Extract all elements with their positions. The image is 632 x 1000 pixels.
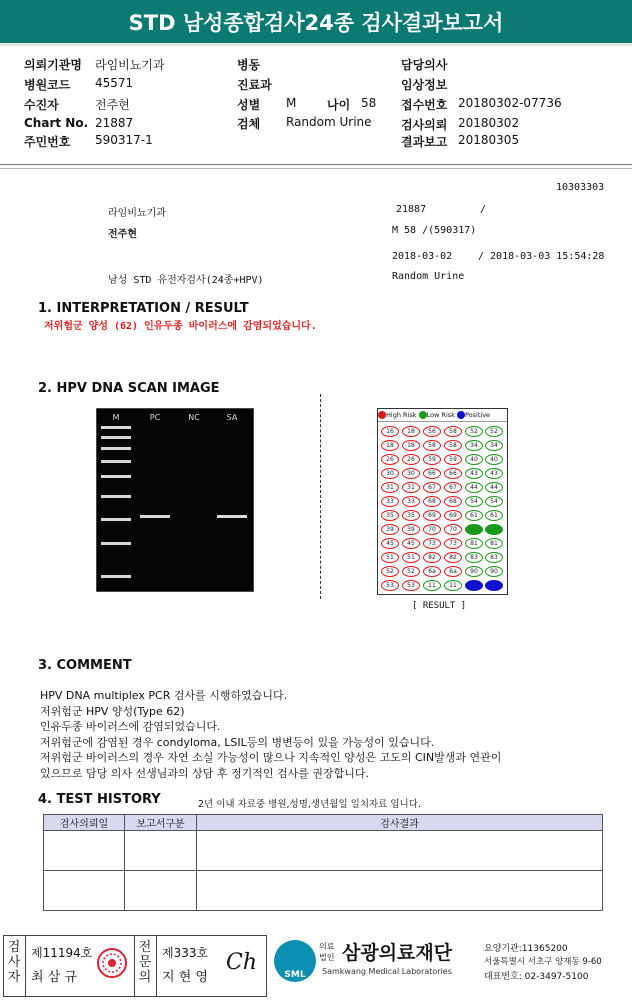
info-clinic: 라임비뇨기과 <box>108 208 166 219</box>
report-value: 20180305 <box>458 133 520 147</box>
chip-spot: 52 <box>485 426 503 437</box>
chip-spot: 56 <box>423 426 441 437</box>
table-cell <box>44 831 125 871</box>
chip-spot: 40 <box>485 454 503 465</box>
chip-spot: 59 <box>444 454 462 465</box>
doctor-name: 지 현 영 <box>162 970 208 985</box>
clinic-value: 라임비뇨기과 <box>95 58 165 72</box>
gel-lane-label: PC <box>149 413 161 422</box>
table-cell <box>125 831 197 871</box>
table-row <box>44 831 603 871</box>
chip-spot: 18 <box>402 440 420 451</box>
header-row: 의뢰기관명 <box>24 58 82 72</box>
org-name: 삼광의료재단 <box>342 942 453 964</box>
table-cell <box>125 871 197 911</box>
chip-spot: 33 <box>402 496 420 507</box>
header-row: 병원코드 <box>24 78 71 92</box>
marker-band <box>101 518 131 521</box>
specimen-value: Random Urine <box>286 115 372 129</box>
chip-spot: 31 <box>381 482 399 493</box>
table-cell <box>197 871 603 911</box>
chip-spot: 51 <box>381 552 399 563</box>
chip-spot: 45 <box>381 538 399 549</box>
chart-value: 21887 <box>95 116 134 130</box>
chip-spot: 26 <box>381 454 399 465</box>
marker-band <box>101 436 131 439</box>
chip-spot: 44 <box>485 482 503 493</box>
legend-high-risk: High Risk <box>386 411 417 419</box>
ward-label: 병동 <box>237 58 261 72</box>
receipt-label: 접수번호 <box>401 98 448 112</box>
chip-spot: 30 <box>381 468 399 479</box>
org-address: 서울특별시 서초구 양재동 9-60 <box>484 957 602 967</box>
chip-spot: 31 <box>402 482 420 493</box>
result-caption: [ RESULT ] <box>412 601 467 611</box>
chip-spot: 68 <box>444 496 462 507</box>
chip-panel <box>377 408 508 595</box>
chip-spot: 34 <box>465 440 483 451</box>
col-result: 검사결과 <box>197 815 603 831</box>
chip-spot: 70 <box>444 524 462 535</box>
chip-spot: 34 <box>485 440 503 451</box>
chip-spot: 62 <box>465 524 483 535</box>
chip-spot: 53 <box>381 580 399 591</box>
comment-line: HPV DNA multiplex PCR 검사를 시행하였습니다. <box>40 689 288 702</box>
chip-spot: 73 <box>423 538 441 549</box>
doctor-license: 제333호 <box>162 946 209 960</box>
chip-spot: 33 <box>381 496 399 507</box>
chip-spot: 45 <box>402 538 420 549</box>
gel-lane-label: M <box>112 413 120 422</box>
footer-divider <box>134 936 135 996</box>
table-row <box>44 871 603 911</box>
gel-lane-label: SA <box>226 413 238 422</box>
chip-spot: 11 <box>444 580 462 591</box>
hospital-code-value: 45571 <box>95 76 134 90</box>
chip-spot: 82 <box>423 552 441 563</box>
examiner-name: 최 삼 규 <box>31 970 77 985</box>
header-row: 수진자 <box>24 98 59 112</box>
signature: Ch <box>226 950 258 975</box>
chip-spot: 51 <box>402 552 420 563</box>
institution-code: 요양기관:11365200 <box>484 944 568 954</box>
signature-box <box>3 935 267 997</box>
chip-spot: 82 <box>444 552 462 563</box>
interpretation-result: 저위험군 양성 (62) 인유두종 바이러스에 감염되었습니다. <box>44 321 317 332</box>
footer-divider <box>25 936 26 996</box>
comment-body <box>40 688 501 781</box>
doctor-vertical-label: 전문의 <box>138 940 152 985</box>
table-cell <box>44 871 125 911</box>
chip-spot: 90 <box>465 566 483 577</box>
chip-spot <box>485 580 503 591</box>
col-request-date: 검사의뢰일 <box>44 815 125 831</box>
footer <box>0 934 632 1000</box>
footer-divider <box>156 936 157 996</box>
chip-spot: 54 <box>465 496 483 507</box>
comment-line: 있으므로 담당 의사 선생님과의 상담 후 정기적인 검사를 권장합니다. <box>40 766 369 780</box>
chip-spot: 68 <box>423 496 441 507</box>
chip-spot: 66 <box>444 468 462 479</box>
report-title: STD 남성종합검사24종 검사결과보고서 <box>0 0 632 46</box>
chip-spot: 59 <box>423 454 441 465</box>
pc-band <box>140 515 170 518</box>
patient-value: 전주현 <box>95 98 130 112</box>
info-specimen: Random Urine <box>392 271 465 282</box>
request-label: 검사의뢰 <box>401 118 448 132</box>
specimen-label: 검체 <box>237 117 261 131</box>
table-cell <box>197 831 603 871</box>
chip-spot: 11 <box>423 580 441 591</box>
chip-spot: 67 <box>423 482 441 493</box>
chip-spot <box>465 580 483 591</box>
chip-spot: 52 <box>402 566 420 577</box>
chip-spot: 52 <box>465 426 483 437</box>
report-label: 결과보고 <box>401 135 448 149</box>
sex-value: M <box>286 96 297 110</box>
history-note: 2년 이내 자료중 병원,성명,생년월일 일치자료 입니다. <box>198 799 421 810</box>
chip-spot: 30 <box>402 468 420 479</box>
org-type: 의료 법인 <box>319 942 335 962</box>
chip-spot: 83 <box>465 552 483 563</box>
org-phone: 대표번호: 02-3497-5100 <box>484 972 589 982</box>
chip-spot: 26 <box>402 454 420 465</box>
gel-image <box>96 408 254 592</box>
examiner-vertical-label: 검사자 <box>7 940 21 985</box>
comment-line: 저위험군에 감염된 경우 condyloma, LSIL등의 병변등이 있을 가능성이 있습니다. <box>40 735 435 749</box>
chip-spot: 70 <box>423 524 441 535</box>
section-scan-heading: 2. HPV DNA SCAN IMAGE <box>38 381 220 396</box>
org-logo-icon <box>274 940 316 982</box>
info-slash: / <box>480 204 487 215</box>
chip-spot: 81 <box>485 538 503 549</box>
chip-spot: 39 <box>381 524 399 535</box>
info-chart: 21887 <box>396 204 427 215</box>
high-risk-dot-icon <box>378 411 386 419</box>
marker-band <box>101 495 131 498</box>
chip-spot: 90 <box>485 566 503 577</box>
chip-spot: 6a <box>444 566 462 577</box>
legend-positive: Positive <box>464 411 491 419</box>
chip-spot: 61 <box>465 510 483 521</box>
chip-spot: 35 <box>402 510 420 521</box>
chip-spot: 18 <box>402 426 420 437</box>
header-divider <box>0 168 632 169</box>
chip-spot: 58 <box>444 440 462 451</box>
chip-spot: 43 <box>485 468 503 479</box>
comment-line: 저위험군 바이러스의 경우 자연 소실 가능성이 많으나 지속적인 양성은 고도의 CIN발생과 연관이 <box>40 751 502 764</box>
chip-spot: 69 <box>444 510 462 521</box>
marker-band <box>101 475 131 478</box>
chip-spot: 73 <box>444 538 462 549</box>
chip-spot: 81 <box>465 538 483 549</box>
header-row: 주민번호 <box>24 135 71 149</box>
comment-line: 인유두종 바이러스에 감염되었습니다. <box>40 720 221 733</box>
chip-spot: 58 <box>444 426 462 437</box>
table-header-row <box>44 815 603 831</box>
age-label: 나이 <box>327 98 351 112</box>
chip-spot: 16 <box>381 426 399 437</box>
doctor-label: 담당의사 <box>401 58 448 72</box>
marker-band <box>101 542 131 545</box>
marker-band <box>101 575 131 578</box>
chip-spot: 35 <box>381 510 399 521</box>
chip-legend <box>378 409 507 422</box>
seal-stamp-icon <box>96 947 128 979</box>
header-divider <box>0 164 632 165</box>
section-history-heading: 4. TEST HISTORY <box>38 792 161 807</box>
chip-spot: 52 <box>381 566 399 577</box>
col-report-type: 보고서구분 <box>125 815 197 831</box>
chip-spot: 44 <box>465 482 483 493</box>
resident-no-value: 590317-1 <box>95 133 153 147</box>
info-date-request: 2018-03-02 <box>392 251 453 262</box>
info-name: 전주현 <box>108 229 137 240</box>
chip-grid <box>381 426 506 594</box>
history-table <box>43 814 603 911</box>
header-row: Chart No. <box>24 116 89 130</box>
chip-spot: 61 <box>485 510 503 521</box>
chip-spot: 18 <box>381 440 399 451</box>
chip-spot: 53 <box>402 580 420 591</box>
low-risk-dot-icon <box>419 411 427 419</box>
dept-label: 진료과 <box>237 78 272 92</box>
section-comment-heading: 3. COMMENT <box>38 658 132 673</box>
positive-dot-icon <box>457 411 465 419</box>
info-sex-age: M 58 /(590317) <box>392 225 477 236</box>
marker-band <box>101 447 131 450</box>
chip-spot: 58 <box>423 440 441 451</box>
chip-spot: 66 <box>423 468 441 479</box>
sex-label: 성별 <box>237 98 261 112</box>
info-date-report: / 2018-03-03 15:54:28 <box>478 251 605 262</box>
chip-spot: 67 <box>444 482 462 493</box>
sa-band <box>217 515 247 518</box>
org-name-english: Samkwang Medical Laboratories <box>322 967 452 976</box>
comment-line: 저위험군 HPV 양성(Type 62) <box>40 704 185 718</box>
chip-spot: 6a <box>423 566 441 577</box>
examiner-license: 제11194호 <box>31 946 93 960</box>
request-value: 20180302 <box>458 116 520 130</box>
marker-band <box>101 426 131 429</box>
chip-spot: 69 <box>423 510 441 521</box>
chip-spot: 40 <box>465 454 483 465</box>
chip-spot: 54 <box>485 496 503 507</box>
gel-lane-label: NC <box>188 413 200 422</box>
receipt-value: 20180302-07736 <box>458 96 562 110</box>
clinical-label: 임상정보 <box>401 78 448 92</box>
divider-dashed <box>320 394 321 599</box>
doc-code: 10303303 <box>556 182 605 193</box>
age-value: 58 <box>361 96 377 110</box>
chip-spot: 62 <box>485 524 503 535</box>
section-interpretation-heading: 1. INTERPRETATION / RESULT <box>38 301 249 316</box>
chip-spot: 39 <box>402 524 420 535</box>
chip-spot: 83 <box>485 552 503 563</box>
logo-badge: SML <box>284 970 306 980</box>
chip-spot: 43 <box>465 468 483 479</box>
marker-band <box>101 460 131 463</box>
info-test-name: 남성 STD 유전자검사(24종+HPV) <box>108 275 264 286</box>
legend-low-risk: Low Risk <box>426 411 455 419</box>
